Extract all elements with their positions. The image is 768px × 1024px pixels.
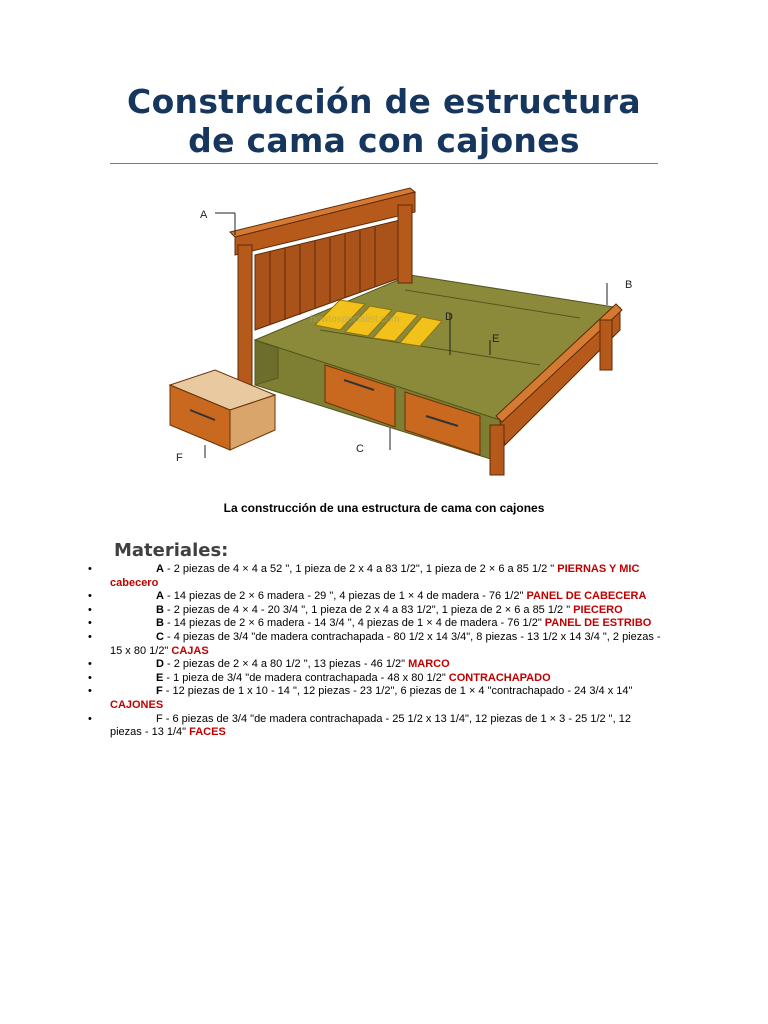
figure-caption: La construcción de una estructura de cama con cajones bbox=[223, 501, 545, 515]
list-item: • A - 14 piezas de 2 × 6 madera - 29 ", 4 piezas de 1 × 4 de madera - 76 1/2" PANEL DE CABECERA bbox=[110, 590, 662, 604]
box-end bbox=[255, 340, 278, 385]
list-item: • D - 2 piezas de 2 × 4 a 80 1/2 ", 13 piezas - 46 1/2" MARCO bbox=[110, 658, 662, 672]
label-c: C bbox=[356, 443, 364, 455]
label-d: D bbox=[445, 311, 453, 323]
page-title bbox=[100, 82, 668, 160]
title-line-1: Construcción de estructura bbox=[127, 82, 641, 121]
title-line-2: de cama con cajones bbox=[188, 121, 580, 160]
list-item: • B - 2 piezas de 4 × 4 - 20 3/4 ", 1 pieza de 2 x 4 a 83 1/2", 1 pieza de 2 × 6 a 85 1/2 " PIECERO bbox=[110, 604, 662, 618]
materials-list bbox=[110, 563, 662, 740]
list-item: • E - 1 pieza de 3/4 "de madera contrachapada - 48 x 80 1/2" CONTRACHAPADO bbox=[110, 672, 662, 686]
list-item: • C - 4 piezas de 3/4 "de madera contrachapada - 80 1/2 x 14 3/4", 8 piezas - 13 1/2 x 14 3/4 ", 2 piezas - 15 x 80 1/2" CAJAS bbox=[110, 631, 662, 658]
label-b: B bbox=[625, 279, 633, 291]
label-a: A bbox=[200, 209, 208, 221]
list-item: • F - 12 piezas de 1 x 10 - 14 ", 12 piezas - 23 1/2", 6 piezas de 1 × 4 "contrachapado - 24 3/4 x 14" CAJONES bbox=[110, 685, 662, 712]
title-divider bbox=[110, 163, 658, 164]
list-item: • F - 6 piezas de 3/4 "de madera contrachapada - 25 1/2 x 13 1/4", 12 piezas de 1 × 3 - 25 1/2 ", 12 piezas - 13 1/4" FACES bbox=[110, 713, 662, 740]
list-item: • A - 2 piezas de 4 × 4 a 52 ", 1 pieza de 2 x 4 a 83 1/2", 1 pieza de 2 × 6 a 85 1/2 " PIERNAS Y MIC cabecero bbox=[110, 563, 662, 590]
list-item: • B - 14 piezas de 2 × 6 madera - 14 3/4 ", 4 piezas de 1 × 4 de madera - 76 1/2" PANEL DE ESTRIBO bbox=[110, 617, 662, 631]
label-e: E bbox=[492, 333, 500, 345]
materials-heading: Materiales: bbox=[114, 540, 229, 561]
bed-frame-illustration bbox=[160, 180, 640, 480]
watermark: howtospecialist.com bbox=[310, 314, 400, 325]
label-f: F bbox=[176, 452, 183, 464]
